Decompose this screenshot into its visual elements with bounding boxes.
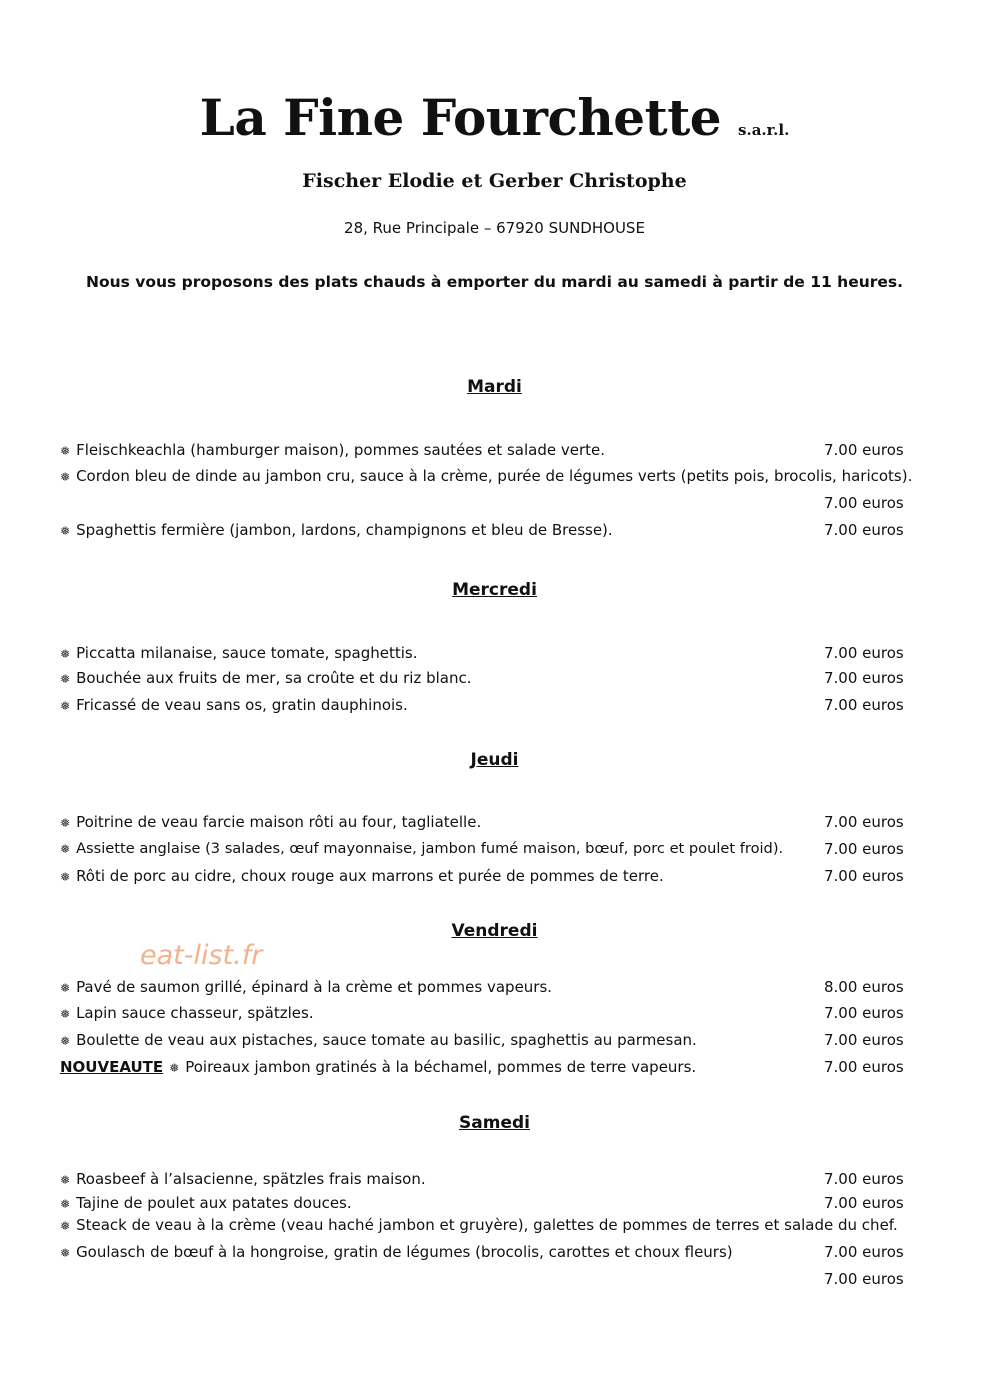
menu-item-price: 7.00 euros (824, 1170, 904, 1188)
owners: Fischer Elodie et Gerber Christophe (302, 170, 687, 192)
menu-item-text: Bouchée aux fruits de mer, sa croûte et du riz blanc. (76, 669, 472, 687)
snowflake-bullet-icon: ❅ (60, 672, 71, 686)
snowflake-bullet-icon: ❅ (60, 1219, 71, 1233)
menu-item-price: 7.00 euros (824, 840, 904, 858)
menu-item (60, 813, 481, 831)
menu-item-text: Tajine de poulet aux patates douces. (76, 1194, 352, 1212)
menu-item-text: Goulasch de bœuf à la hongroise, gratin de légumes (brocolis, carottes et choux fleurs) (76, 1243, 733, 1261)
menu-item-price: 7.00 euros (824, 696, 904, 714)
menu-item (60, 669, 471, 687)
menu-item-text: Poitrine de veau farcie maison rôti au four, tagliatelle. (76, 813, 482, 831)
menu-item-text: Piccatta milanaise, sauce tomate, spaghettis. (76, 644, 418, 662)
new-tag: NOUVEAUTE (60, 1058, 164, 1076)
menu-item-text: Poireaux jambon gratinés à la béchamel, pommes de terre vapeurs. (185, 1058, 697, 1076)
menu-item (60, 467, 912, 485)
snowflake-bullet-icon: ❅ (60, 470, 71, 484)
day-heading-vendredi: Vendredi (451, 921, 538, 941)
menu-item-text: Rôti de porc au cidre, choux rouge aux marrons et purée de pommes de terre. (76, 867, 664, 885)
snowflake-bullet-icon: ❅ (60, 1246, 71, 1260)
day-heading-mardi: Mardi (467, 377, 522, 397)
menu-item-price: 7.00 euros (824, 494, 904, 512)
snowflake-bullet-icon: ❅ (60, 1173, 71, 1187)
menu-item-text: Fleischkeachla (hamburger maison), pommes sautées et salade verte. (76, 441, 605, 459)
menu-item (60, 867, 664, 885)
day-heading-jeudi: Jeudi (470, 750, 519, 770)
menu-item (60, 978, 552, 996)
watermark: eat-list.fr (140, 940, 263, 971)
menu-item-text: Roasbeef à l’alsacienne, spätzles frais maison. (76, 1170, 426, 1188)
menu-item-price: 7.00 euros (824, 644, 904, 662)
snowflake-bullet-icon: ❅ (60, 1197, 71, 1211)
menu-item-text: Fricassé de veau sans os, gratin dauphinois. (76, 696, 408, 714)
menu-item (60, 521, 613, 539)
menu-item-text: Boulette de veau aux pistaches, sauce tomate au basilic, spaghettis au parmesan. (76, 1031, 697, 1049)
menu-item-text: Cordon bleu de dinde au jambon cru, sauce à la crème, purée de légumes verts (petits pois, brocolis, haricots). (76, 467, 913, 485)
menu-item-price: 7.00 euros (824, 1031, 904, 1049)
address: 28, Rue Principale – 67920 SUNDHOUSE (344, 219, 645, 237)
menu-item-text: Pavé de saumon grillé, épinard à la crème et pommes vapeurs. (76, 978, 553, 996)
menu-item (60, 1216, 898, 1234)
snowflake-bullet-icon: ❅ (60, 647, 71, 661)
snowflake-bullet-icon: ❅ (60, 1007, 71, 1021)
menu-item-price: 7.00 euros (824, 1058, 904, 1076)
menu-item-price: 8.00 euros (824, 978, 904, 996)
snowflake-bullet-icon: ❅ (60, 524, 71, 538)
menu-item-text: Spaghettis fermière (jambon, lardons, champignons et bleu de Bresse). (76, 521, 613, 539)
snowflake-bullet-icon: ❅ (60, 981, 71, 995)
menu-item-price: 7.00 euros (824, 1194, 904, 1212)
legal-form: s.a.r.l. (738, 121, 790, 139)
snowflake-bullet-icon: ❅ (60, 870, 71, 884)
menu-item (60, 840, 783, 857)
menu-item-text: Lapin sauce chasseur, spätzles. (76, 1004, 314, 1022)
intro-text: Nous vous proposons des plats chauds à emporter du mardi au samedi à partir de 11 heures. (85, 273, 904, 291)
menu-item (60, 1194, 352, 1212)
menu-item-price: 7.00 euros (824, 441, 904, 459)
menu-item-price: 7.00 euros (824, 813, 904, 831)
restaurant-name (0, 88, 989, 147)
menu-item (60, 1031, 697, 1049)
menu-item-price: 7.00 euros (824, 1243, 904, 1261)
menu-item (60, 1004, 314, 1022)
snowflake-bullet-icon: ❅ (60, 842, 71, 856)
menu-item (60, 644, 418, 662)
menu-item-price: 7.00 euros (824, 1004, 904, 1022)
menu-item (60, 696, 408, 714)
snowflake-bullet-icon: ❅ (60, 816, 71, 830)
menu-item-text: Assiette anglaise (3 salades, œuf mayonnaise, jambon fumé maison, bœuf, porc et poulet froid). (76, 840, 784, 857)
menu-item (60, 441, 605, 459)
menu-item-price: 7.00 euros (824, 669, 904, 687)
snowflake-bullet-icon: ❅ (60, 1034, 71, 1048)
day-heading-mercredi: Mercredi (452, 580, 537, 600)
menu-item-price: 7.00 euros (824, 867, 904, 885)
day-heading-samedi: Samedi (459, 1113, 530, 1133)
menu-item (60, 1058, 696, 1076)
menu-item (60, 1243, 733, 1261)
menu-item-price: 7.00 euros (824, 521, 904, 539)
snowflake-bullet-icon: ❅ (60, 444, 71, 458)
menu-item-price: 7.00 euros (824, 1270, 904, 1288)
menu-item-text: Steack de veau à la crème (veau haché jambon et gruyère), galettes de pommes de terres et salade du chef. (76, 1216, 898, 1234)
snowflake-bullet-icon: ❅ (169, 1061, 180, 1075)
restaurant-name-text: La Fine Fourchette (199, 88, 722, 147)
snowflake-bullet-icon: ❅ (60, 699, 71, 713)
menu-item (60, 1170, 426, 1188)
